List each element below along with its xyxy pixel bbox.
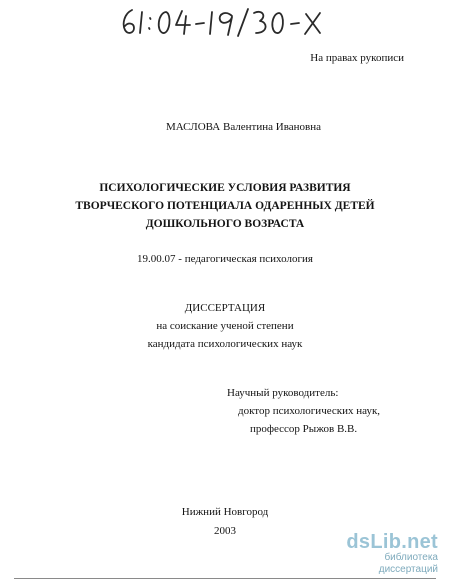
year: 2003 bbox=[214, 525, 236, 537]
watermark-subtitle: библиотека диссертаций bbox=[378, 552, 438, 575]
degree-line-1: на соискание ученой степени bbox=[156, 320, 294, 332]
dissertation-title-line-3: ДОШКОЛЬНОГО ВОЗРАСТА bbox=[145, 218, 305, 230]
bottom-rule bbox=[14, 578, 436, 579]
dissertation-title-line-1: ПСИХОЛОГИЧЕСКИЕ УСЛОВИЯ РАЗВИТИЯ bbox=[99, 182, 351, 194]
supervisor-name: профессор Рыжов В.В. bbox=[250, 423, 358, 435]
city: Нижний Новгород bbox=[181, 506, 269, 518]
specialty: 19.00.07 - педагогическая психология bbox=[137, 253, 313, 265]
watermark-logo: dsLib.net bbox=[346, 531, 438, 553]
supervisor-label: Научный руководитель: bbox=[227, 387, 339, 399]
dslib-watermark bbox=[328, 531, 438, 576]
dissertation-heading: ДИССЕРТАЦИЯ bbox=[184, 302, 266, 314]
author-name: МАСЛОВА Валентина Ивановна bbox=[166, 121, 321, 133]
degree-line-2: кандидата психологических наук bbox=[147, 338, 303, 350]
manuscript-note: На правах рукописи bbox=[310, 52, 404, 64]
dissertation-title-line-2: ТВОРЧЕСКОГО ПОТЕНЦИАЛА ОДАРЕННЫХ ДЕТЕЙ bbox=[75, 200, 375, 212]
handwritten-code bbox=[116, 4, 346, 38]
supervisor-degree: доктор психологических наук, bbox=[238, 405, 381, 417]
